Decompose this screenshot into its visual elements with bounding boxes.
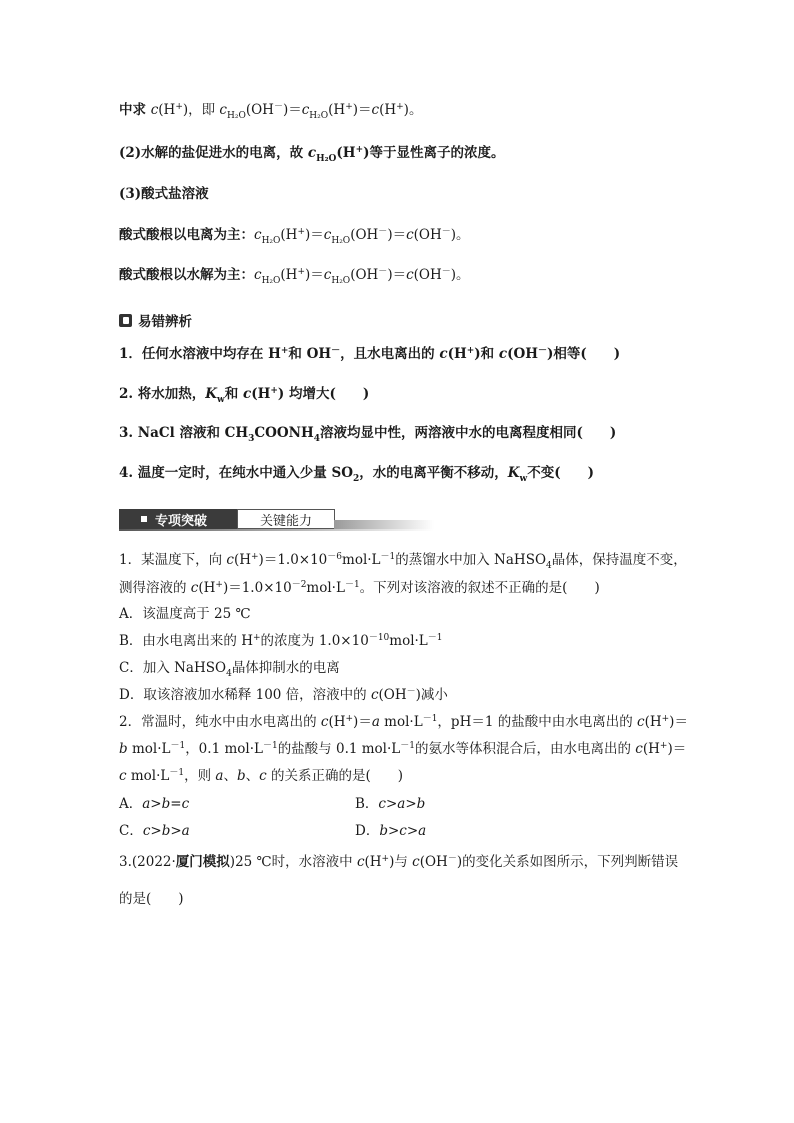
intro-paragraph-2: (2)水解的盐促进水的电离，故 $c_{H_2O}(H^+)$等于显性离子的浓度。 [119, 145, 505, 164]
q2-option-a: A．a>b=c [119, 796, 190, 812]
q2-stem-line-1: 2．常温时，纯水中由水电离出的 c(H+)＝a $mol\cdot L^{-1}$，pH＝1 的盐酸中由水电离出的 c(H+)＝ [119, 714, 688, 730]
error-item-3: 3. NaCl 溶液和 $CH_3COONH_4$溶液均显中性，两溶液中水的电离程度相同( ) [119, 425, 617, 444]
banner-fade-bar [334, 520, 434, 529]
q3-stem-line-2: 的是( ) [119, 891, 184, 907]
section-banner [119, 507, 434, 531]
error-item-4: 4. 温度一定时，在纯水中通入少量 $SO_2$，水的电离平衡不移动，$K_w$不变( ) [119, 465, 595, 484]
q1-option-d: D．取该溶液加水稀释 100 倍，溶液中的 c(OH－)减小 [119, 687, 448, 703]
q3-stem-line-1: 3.(2022·厦门模拟)25 ℃时，水溶液中 c(H+)与 c(OH－)的变化关系如图所示，下列判断错误 [119, 854, 679, 870]
q1-stem-line-1: 1．某温度下，向 $c(H^+)=1.0\times 10^{-6}mol\cdot L^{-1}$的蒸馏水中加入 NaHSO$_4$晶体，保持温度不变， [119, 552, 687, 571]
q2-option-c: C．c>b>a [119, 823, 190, 839]
q1-stem-line-2: 测得溶液的 $c(H^+)=1.0\times 10^{-2}mol\cdot L^{-1}$。下列对该溶液的叙述不正确的是( ) [119, 580, 600, 596]
q2-stem-line-2: b $mol\cdot L^{-1}$，0.1 $mol\cdot L^{-1}$的盐酸与 0.1 $mol\cdot L^{-1}$的氨水等体积混合后，由水电离出的 c(H+)＝ [119, 741, 687, 757]
intro-line-1: 中求 c(H+)，即 $c_{H_2O}(OH^-)=c_{H_2O}(H^+)=c(H^+)$。 [119, 102, 423, 121]
banner-square-icon [141, 516, 147, 522]
banner-subtitle: 关键能力 [237, 509, 335, 529]
error-section-icon [119, 314, 132, 327]
banner-title: 专项突破 [155, 513, 208, 529]
error-section-title: 易错辨析 [138, 314, 192, 330]
q2-option-b: B．c>a>b [355, 796, 426, 812]
intro-paragraph-5: 酸式酸根以水解为主：$c_{H_2O}(H^+)=c_{H_2O}(OH^-)=c(OH^-)$。 [119, 267, 470, 286]
q2-option-d: D．b>c>a [355, 823, 427, 839]
error-item-1: 1．任何水溶液中均存在 H+和 OH－，且水电离出的 c(H+)和 c(OH－)相等( ) [119, 346, 621, 362]
banner-title-block [119, 509, 237, 529]
banner-underline [119, 529, 434, 531]
intro-paragraph-4: 酸式酸根以电离为主：$c_{H_2O}(H^+)=c_{H_2O}(OH^-)=c(OH^-)$。 [119, 227, 470, 246]
error-section-header [119, 310, 192, 330]
q1-option-b: B．由水电离出来的 H+的浓度为 $1.0\times 10^{-10}mol\cdot L^{-1}$ [119, 633, 443, 649]
q2-stem-line-3: c $mol\cdot L^{-1}$，则 a、b、c 的关系正确的是( ) [119, 768, 403, 784]
q1-option-c: C．加入 NaHSO$_4$晶体抑制水的电离 [119, 660, 340, 679]
error-item-2: 2. 将水加热，$K_w$和 c(H+) 均增大( ) [119, 386, 370, 405]
intro-paragraph-3: (3)酸式盐溶液 [119, 186, 209, 202]
q1-option-a: A．该温度高于 25 ℃ [119, 606, 251, 622]
